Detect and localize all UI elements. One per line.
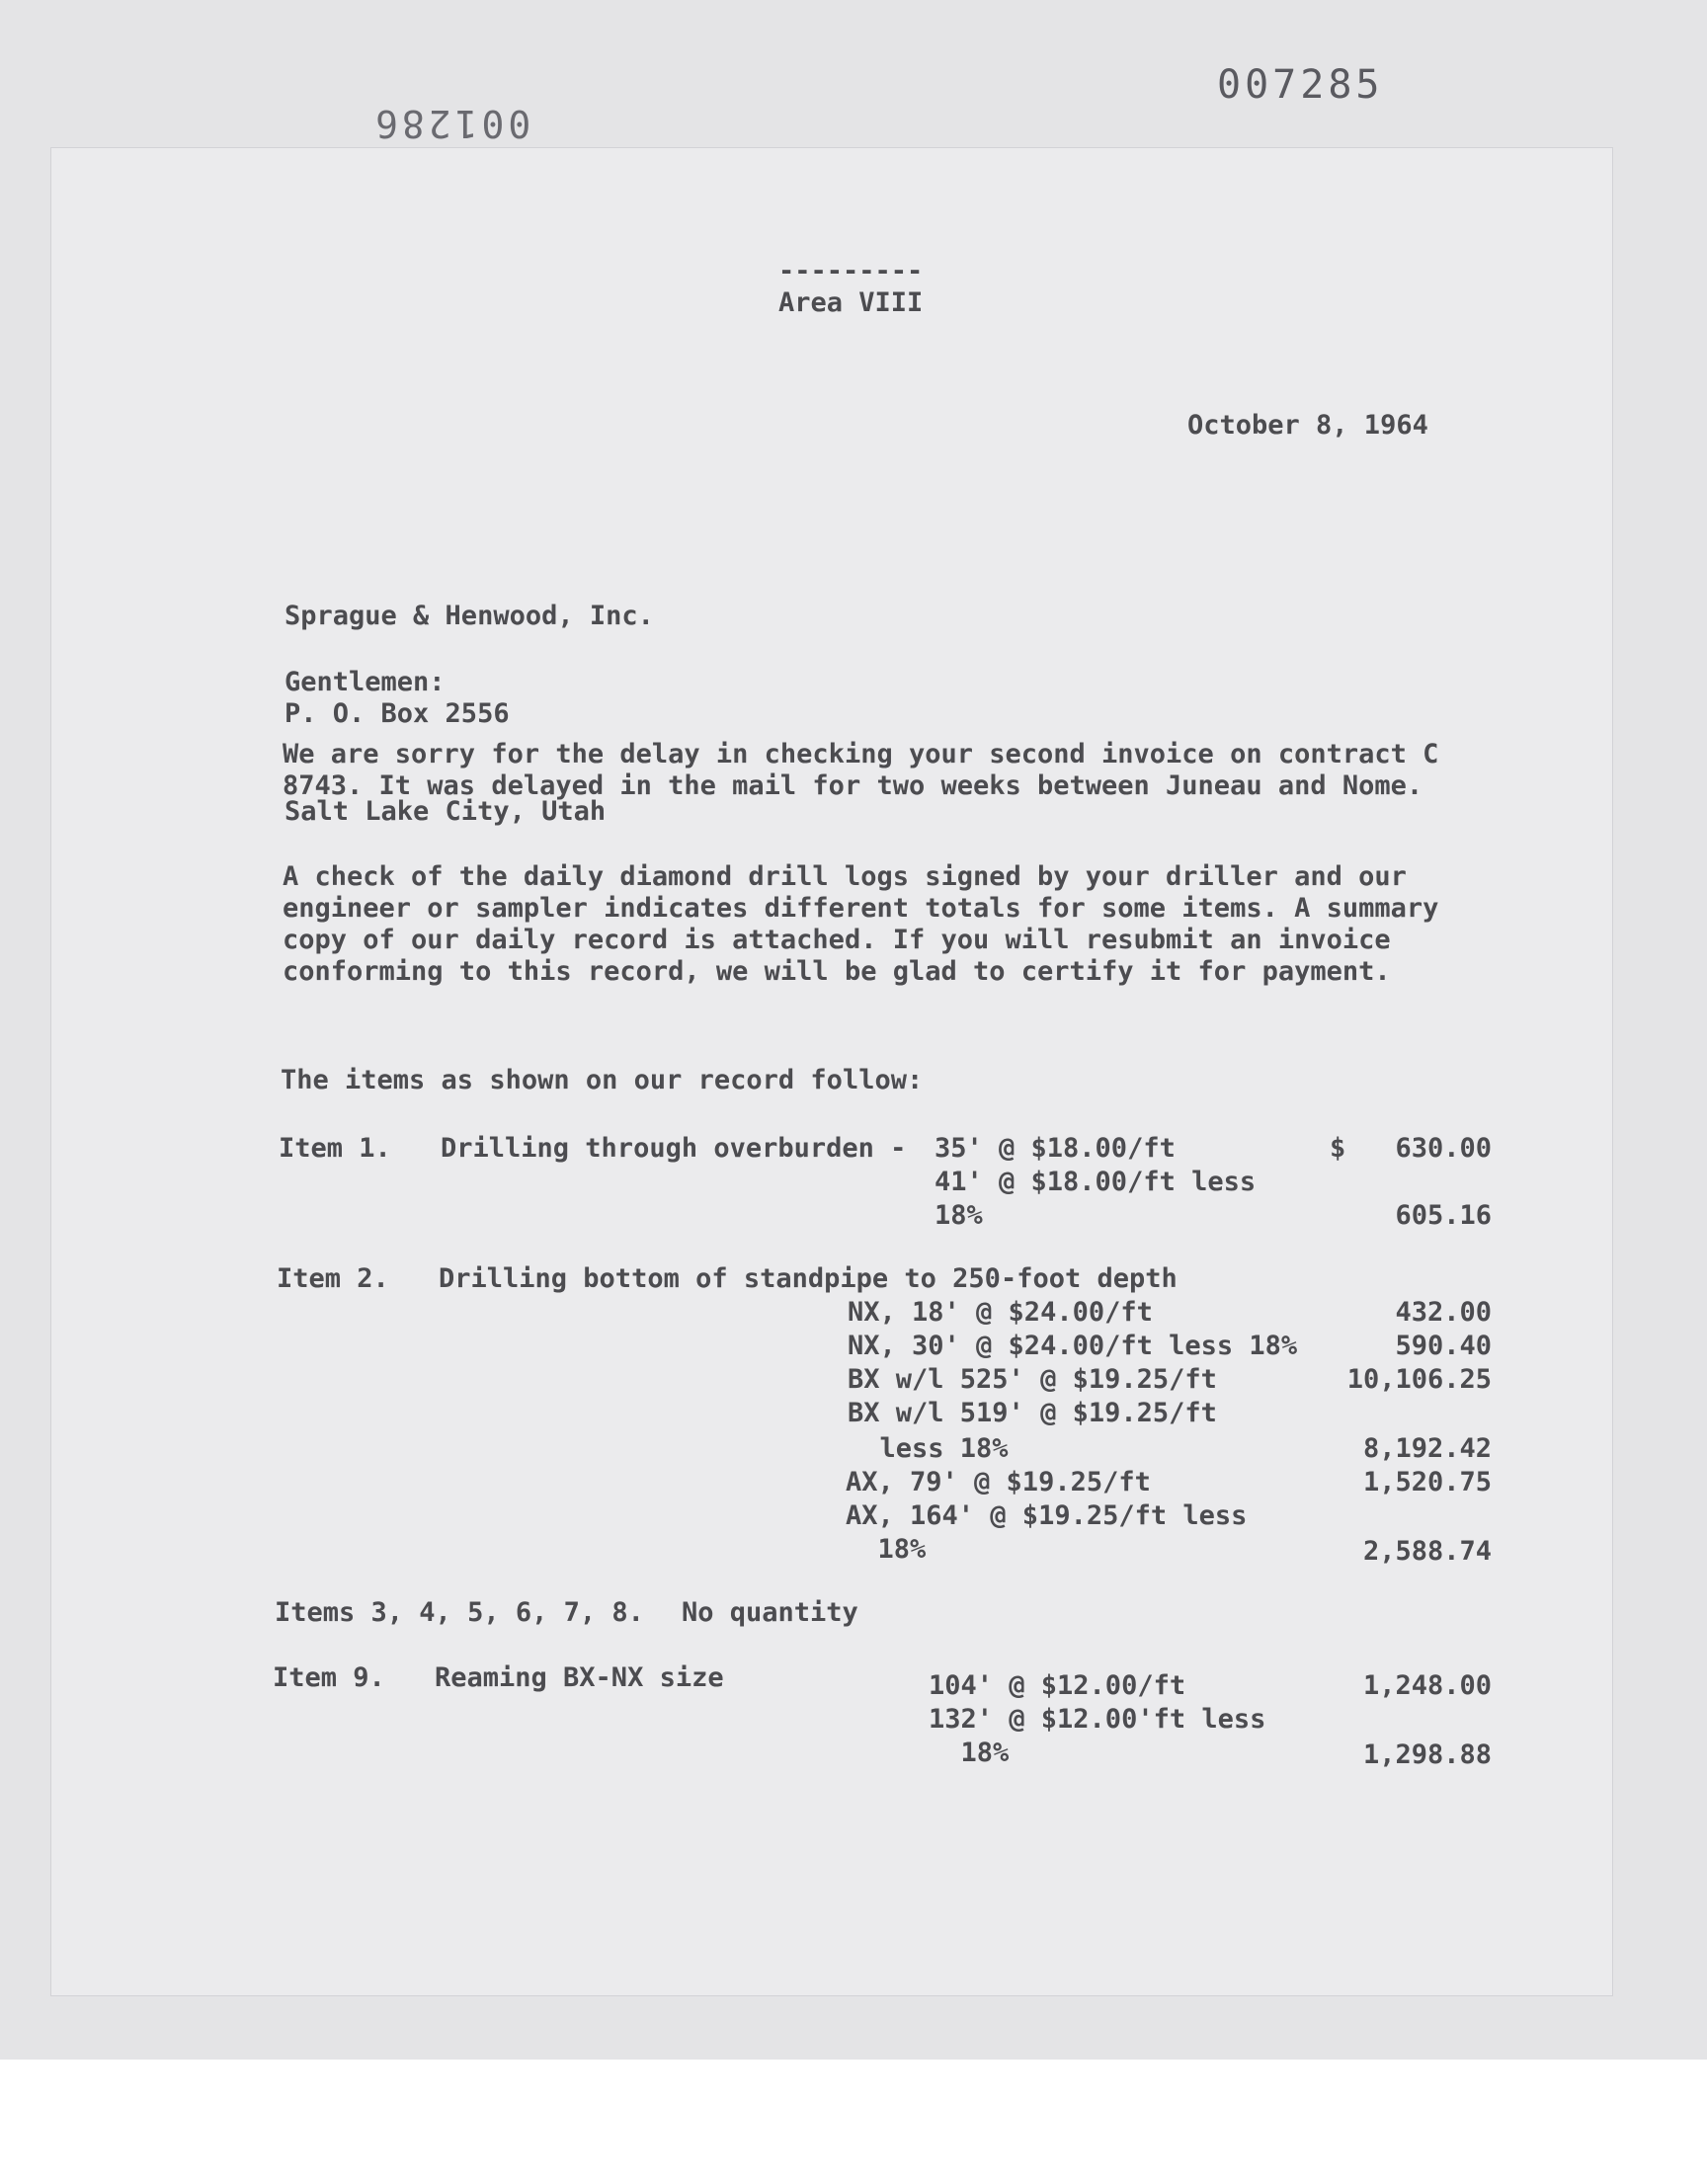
salutation: Gentlemen: xyxy=(284,667,446,697)
mirrored-number-stamp: 001286 xyxy=(371,102,531,145)
address-line-1: Sprague & Henwood, Inc. xyxy=(284,601,654,631)
item-9-line-1-text: 104' @ $12.00/ft xyxy=(929,1670,1186,1701)
document-number-stamp: 007285 xyxy=(1217,62,1384,108)
address-line-3: Salt Lake City, Utah xyxy=(284,796,607,827)
item-2-description: Drilling bottom of standpipe to 250-foot depth xyxy=(439,1263,1178,1294)
item-1-line-1-text: 35' @ $18.00/ft xyxy=(935,1133,1176,1164)
item-2-line-2-text: NX, 30' @ $24.00/ft less 18% xyxy=(848,1331,1298,1361)
item-2-line-1-text: NX, 18' @ $24.00/ft xyxy=(848,1297,1153,1328)
item-2-line-8-amount: 2,588.74 xyxy=(1362,1536,1492,1567)
item-2-line-5-text: less 18% xyxy=(848,1433,1009,1464)
item-1-line-1-amount: 630.00 xyxy=(1395,1133,1492,1164)
item-2-line-8-text: 18% xyxy=(846,1534,927,1565)
item-1-label: Item 1. xyxy=(279,1133,391,1164)
item-2-line-3-text: BX w/l 525' @ $19.25/ft xyxy=(848,1364,1217,1395)
item-1-currency: $ xyxy=(1330,1133,1346,1164)
address-line-2: P. O. Box 2556 xyxy=(284,698,510,729)
header-dashes: --------- xyxy=(778,256,924,286)
item-2-line-5-amount: 8,192.42 xyxy=(1362,1433,1492,1464)
items-3-8-description: No quantity xyxy=(682,1597,858,1628)
item-2-line-3-amount: 10,106.25 xyxy=(1346,1364,1492,1395)
item-9-line-1-amount: 1,248.00 xyxy=(1362,1670,1492,1701)
paragraph-delay: We are sorry for the delay in checking your second invoice on contract C 8743. It was delayed in the mail for two weeks between Juneau and Nome. xyxy=(283,739,1439,801)
item-9-line-3-text: 18% xyxy=(929,1738,1010,1768)
item-1-line-2-text: 41' @ $18.00/ft less xyxy=(935,1167,1257,1197)
item-9-description: Reaming BX-NX size xyxy=(435,1662,724,1693)
letter-date: October 8, 1964 xyxy=(1187,410,1428,441)
item-2-line-6-text: AX, 79' @ $19.25/ft xyxy=(846,1467,1151,1497)
item-9-line-2-text: 132' @ $12.00'ft less xyxy=(929,1704,1266,1735)
item-2-line-7-text: AX, 164' @ $19.25/ft less xyxy=(846,1500,1248,1531)
item-1-description: Drilling through overburden - xyxy=(441,1133,907,1164)
item-2-line-4-text: BX w/l 519' @ $19.25/ft xyxy=(848,1398,1217,1428)
item-9-label: Item 9. xyxy=(273,1662,385,1693)
item-2-line-6-amount: 1,520.75 xyxy=(1362,1467,1492,1497)
area-title: Area VIII xyxy=(778,287,924,318)
recipient-address xyxy=(284,534,654,893)
paragraph-drill-logs: A check of the daily diamond drill logs signed by your driller and our engineer or sampler indicates different totals for some items. A summary copy of our daily record is attached. If you will resubmit an invoice conforming to this record, we will be glad to certify it for payment. xyxy=(283,861,1439,987)
item-2-line-2-amount: 590.40 xyxy=(1395,1331,1492,1361)
item-9-line-3-amount: 1,298.88 xyxy=(1362,1739,1492,1770)
items-intro: The items as shown on our record follow: xyxy=(281,1065,924,1095)
item-2-label: Item 2. xyxy=(277,1263,389,1294)
items-3-8-label: Items 3, 4, 5, 6, 7, 8. xyxy=(275,1597,644,1628)
item-1-line-3-amount: 605.16 xyxy=(1395,1200,1492,1231)
item-2-line-1-amount: 432.00 xyxy=(1395,1297,1492,1328)
item-1-line-3-text: 18% xyxy=(935,1200,983,1231)
